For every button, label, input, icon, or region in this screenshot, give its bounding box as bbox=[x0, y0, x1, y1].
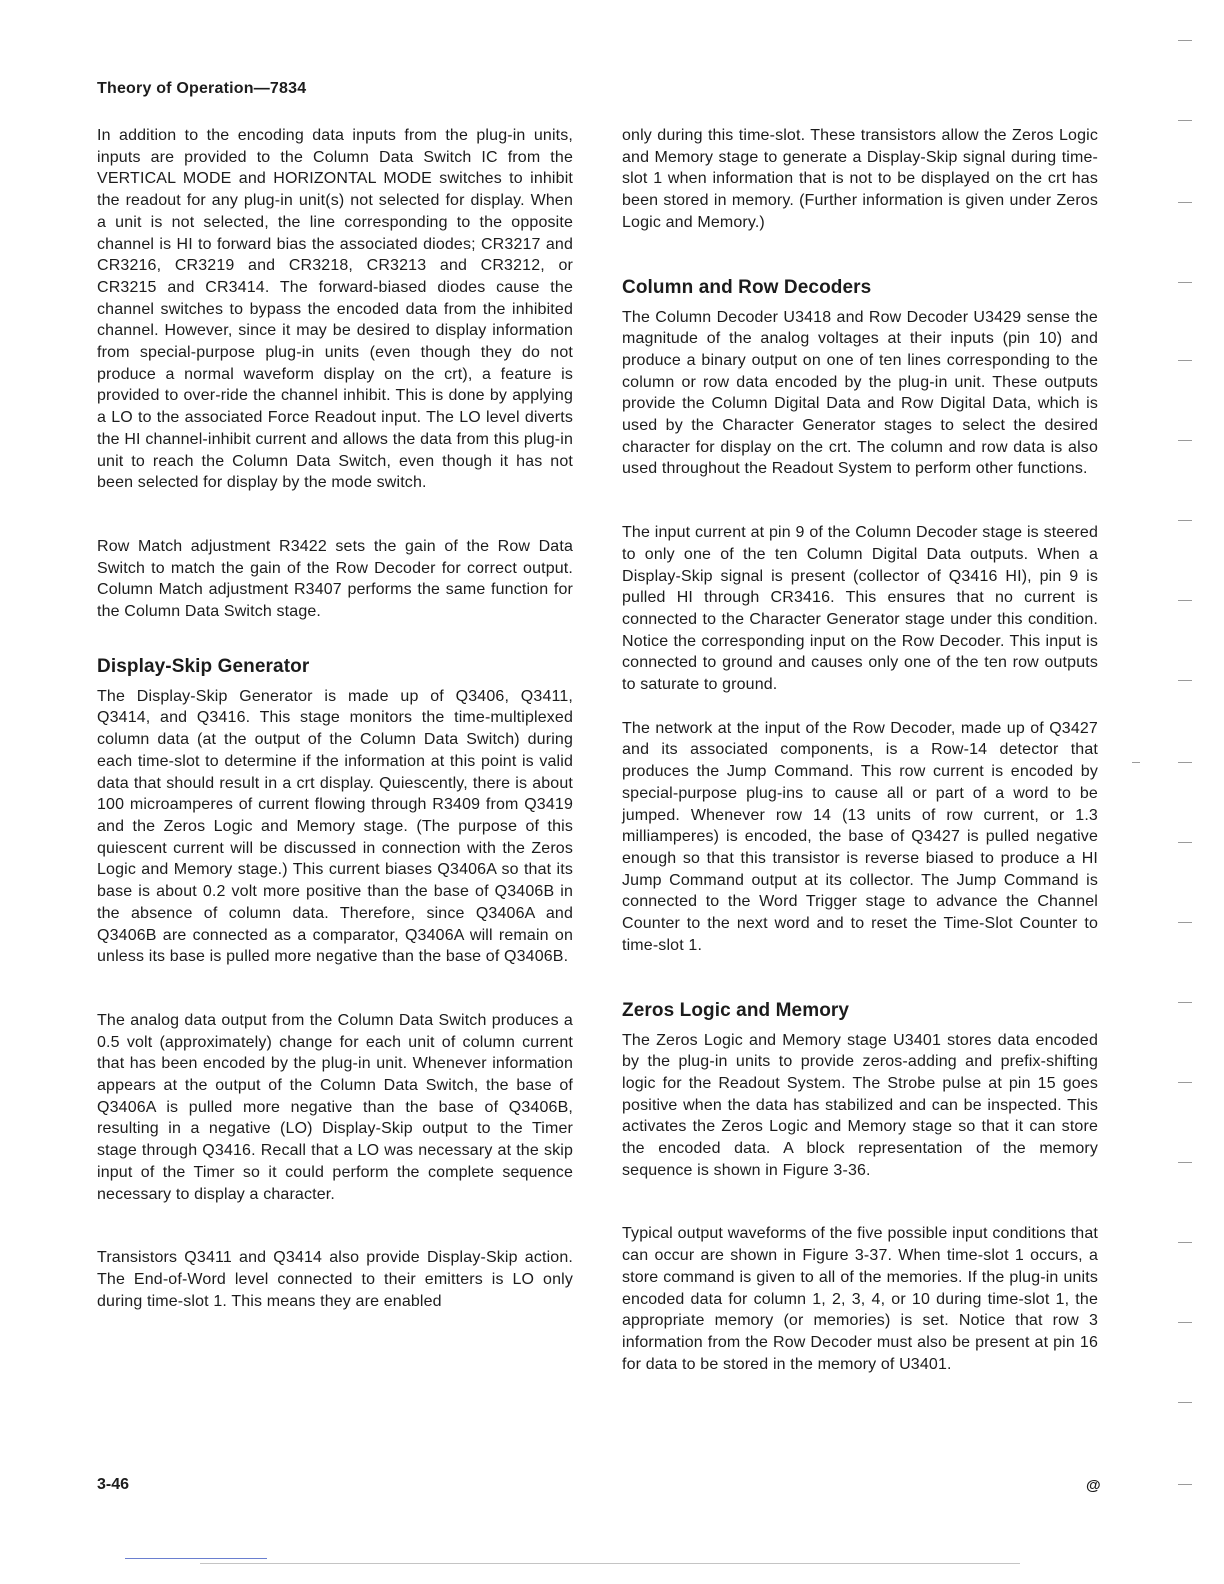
scan-mark bbox=[1178, 120, 1192, 121]
scan-bottom-rule-faint bbox=[200, 1563, 1020, 1564]
copyright-mark: @ bbox=[1086, 1477, 1101, 1494]
scan-mark bbox=[1178, 1242, 1192, 1243]
scan-mark bbox=[1178, 1162, 1192, 1163]
paragraph-analog-data-output: The analog data output from the Column Data Switch produces a 0.5 volt (approximately) change for each unit of column current that has been encoded by the plug-in unit. Whenever information appears at the output of the Column Data Switch, the base of Q3406A is pulled more negative than the base of Q3406B, resulting in a negative (LO) Display-Skip output to the Timer stage through Q3416. Recall that a LO was necessary at the skip input of the Timer so it could perform the complete sequence necessary to display a character. bbox=[97, 1011, 573, 1203]
scan-mark bbox=[1178, 1322, 1192, 1323]
running-title: Theory of Operation—7834 bbox=[97, 80, 307, 97]
paragraph-time-slot-continuation: only during this time-slot. These transistors allow the Zeros Logic and Memory stage to generate a Display-Skip signal during time-slot 1 when information that is not to be displayed on the crt has been stored in memory. (Further information is given under Zeros Logic and Memory.) bbox=[622, 127, 1098, 231]
left-column bbox=[97, 125, 573, 1312]
scan-mark bbox=[1178, 842, 1192, 843]
scan-mark bbox=[1178, 600, 1192, 601]
paragraph-transistors-display-skip: Transistors Q3411 and Q3414 also provide Display-Skip action. The End-of-Word level connected to their emitters is LO only during time-slot 1. This means they are enabled bbox=[97, 1249, 573, 1310]
scan-mark bbox=[1178, 680, 1192, 681]
scan-bottom-rule bbox=[125, 1558, 267, 1559]
paragraph-row-14-detector: The network at the input of the Row Decoder, made up of Q3427 and its associated components, is a Row-14 detector that produces the Jump Command. This row current is encoded by special-purpose plug-ins to cause all or part of a word to be jumped. Whenever row 14 (13 units of row current, or 1.3 milliamperes) is encoded, the base of Q3427 is pulled negative enough so that this transistor is reverse biased to produce a HI Jump Command output at its collector. The Jump Command is connected to the Word Trigger stage to advance the Channel Counter to the next word and to reset the Time-Slot Counter to time-slot 1. bbox=[622, 719, 1098, 954]
scan-mark bbox=[1178, 1082, 1192, 1083]
scan-mark bbox=[1178, 1484, 1192, 1485]
scan-margin-marks bbox=[1170, 0, 1200, 1584]
paragraph-readout-inhibit: In addition to the encoding data inputs from the plug-in units, inputs are provided to the Column Data Switch IC from the VERTICAL MODE and HORIZONTAL MODE switches to inhibit the readout for any plug-in unit(s) not selected for display. When a unit is not selected, the line corresponding to the opposite channel is HI to forward bias the associated diodes; CR3217 and CR3216, CR3219 and CR3218, CR3213 and CR3212, or CR3215 and CR3414. The forward-biased diodes cause the channel switches to bypass the encoded data from the inhibited channel. However, since it may be desired to display information from special-purpose plug-in units (even though they do not produce a normal waveform display on the crt), a feature is provided to over-ride the channel inhibit. This is done by applying a LO to the associated Force Readout input. The LO level diverts the HI channel-inhibit current and allows the data from this plug-in unit to reach the Column Data Switch, even though it has not been selected for display by the mode switch. bbox=[97, 127, 573, 492]
paragraph-display-skip-generator: The Display-Skip Generator is made up of Q3406, Q3411, Q3414, and Q3416. This stage monitors the time-multiplexed column data (at the output of the Column Data Switch) during each time-slot to determine if the information at this point is valid data that should result in a crt display. Quiescently, there is about 100 microamperes of current flowing through R3409 from Q3419 and the Zeros Logic and Memory stage. (The purpose of this quiescent current will be discussed in connection with the Zeros Logic and Memory stage.) This current biases Q3406A so that its base is about 0.2 volt more positive than the base of Q3406B in the absence of column data. Therefore, since Q3406A and Q3406B are connected as a comparator, Q3406A will remain on unless its base is pulled more negative than the base of Q3406B. bbox=[97, 687, 573, 966]
heading-column-and-row-decoders: Column and Row Decoders bbox=[622, 276, 872, 298]
paragraph-column-decoder-input: The input current at pin 9 of the Column Decoder stage is steered to only one of the ten Column Digital Data outputs. When a Display-Skip signal is present (collector of Q3416 HI), pin 9 is pulled HI through CR3416. This ensures that no current is connected to the Character Generator stage under this condition. Notice the corresponding input on the Row Decoder. This input is connected to ground and causes only one of the ten row outputs to saturate to ground. bbox=[622, 524, 1098, 694]
scan-mark bbox=[1132, 762, 1140, 763]
scan-mark bbox=[1178, 1002, 1192, 1003]
page-number: 3-46 bbox=[97, 1476, 130, 1493]
scan-mark bbox=[1178, 440, 1192, 441]
heading-zeros-logic-and-memory: Zeros Logic and Memory bbox=[622, 999, 850, 1021]
scan-mark bbox=[1178, 282, 1192, 283]
scan-mark bbox=[1178, 520, 1192, 521]
scan-mark bbox=[1178, 202, 1192, 203]
scan-mark bbox=[1178, 360, 1192, 361]
scan-mark bbox=[1178, 40, 1192, 41]
scan-mark bbox=[1178, 922, 1192, 923]
paragraph-match-adjustment: Row Match adjustment R3422 sets the gain of the Row Data Switch to match the gain of the Row Decoder for correct output. Column Match adjustment R3407 performs the same function for the Column Data Switch stage. bbox=[97, 537, 573, 621]
right-column bbox=[622, 125, 1098, 1375]
heading-display-skip-generator: Display-Skip Generator bbox=[97, 655, 310, 677]
scan-mark bbox=[1178, 1402, 1192, 1403]
scan-mark bbox=[1178, 762, 1192, 763]
paragraph-output-waveforms: Typical output waveforms of the five possible input conditions that can occur are shown in Figure 3-37. When time-slot 1 occurs, a store command is given to all of the memories. If the plug-in units encoded data for column 1, 2, 3, 4, or 10 during time-slot 1, the appropriate memory (or memories) is set. Notice that row 3 information from the Row Decoder must also be present at pin 16 for data to be stored in the memory of U3401. bbox=[622, 1225, 1098, 1373]
paragraph-decoders: The Column Decoder U3418 and Row Decoder U3429 sense the magnitude of the analog voltages at their inputs (pin 10) and produce a binary output on one of ten lines corresponding to the column or row data encoded by the plug-in unit. These outputs provide the Column Digital Data and Row Digital Data, which is used by the Character Generator stages to select the desired character for display on the crt. The column and row data is also used throughout the Readout System to perform other functions. bbox=[622, 308, 1098, 478]
paragraph-zeros-logic: The Zeros Logic and Memory stage U3401 stores data encoded by the plug-in units to provide zeros-adding and prefix-shifting logic for the Readout System. The Strobe pulse at pin 15 goes positive when the data has stabilized and can be inspected. This activates the Zeros Logic and Memory stage so that it can store the encoded data. A block representation of the memory sequence is shown in Figure 3-36. bbox=[622, 1031, 1098, 1179]
